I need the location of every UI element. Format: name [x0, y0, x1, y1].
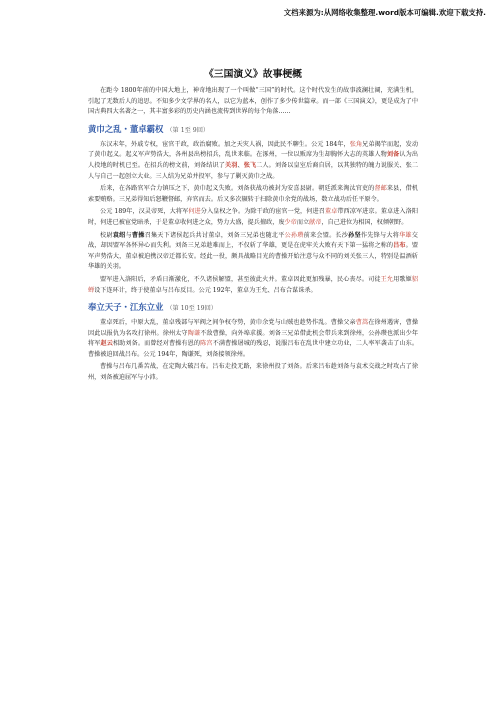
- text-run: 交战，却因盟军各怀异心而失利。刘备三兄弟趁难而上，不仅斩了华雄，更是在虎牢关大败有天下第一猛将之称的: [88, 231, 418, 250]
- name-highlight: 督邮: [374, 185, 387, 193]
- text-run: 不敌曹操，向外埠求援。刘备三兄弟借此机会带兵来到徐州，公孙瓒也派出少年将军: [88, 329, 418, 348]
- section-body-1: [88, 140, 418, 296]
- text-run: 曹操与吕布几番苦战，在定陶大破吕布。吕布走投无路，来徐州投了刘备。后来吕布趁刘备与袁术交战之时攻占了徐州，刘备被迫屈军与小沛。: [88, 363, 418, 382]
- intro-paragraph: 在距今 1800年前的中国大地上，神奇地出现了一个叫做“三国”的时代。这个时代发生的故事波澜壮阔，充满生机，引起了无数后人的追思。不知多少文学界的名人，以它为蓝本，创作了多少传世篇章。而一部《三国演义》，更是成为了中国古典四大名著之一，其丰富多彩的历史内涵也流传到世界的每个角落……: [88, 87, 418, 116]
- section-title: 黄巾之乱・董卓霸权: [88, 123, 164, 134]
- name-highlight: 曹操: [131, 231, 145, 239]
- chapter-range: （第 1至 9回）: [166, 126, 210, 134]
- text-run: 来县，借机索要贿赂。三兄弟得知后怒鞭督邮，弃官而去。后又多次辗转于扫除黄巾余党的战场，数立战功后任平原令。: [88, 185, 418, 203]
- name-highlight: 献帝: [309, 218, 322, 226]
- document-page: [88, 66, 418, 384]
- paragraph: [88, 318, 418, 360]
- text-run: 与: [125, 231, 132, 239]
- text-run: 公元 189年，汉灵帝死，大将军: [100, 208, 189, 216]
- text-run: 分入皇权之争。为除干政的宦官一党，何进召: [200, 208, 325, 216]
- text-run: 二人。刘备以皇室后裔自居，以其独特的魄力说服关、张二人与自己一起创立大业。三人结为兄弟并投军，参与了剿灭黄巾之战。: [88, 161, 418, 180]
- text-run: 、: [237, 161, 244, 169]
- name-highlight: 张飞: [243, 161, 257, 169]
- name-highlight: 陶谦: [187, 329, 201, 337]
- name-highlight: 曹嵩: [355, 319, 369, 327]
- text-run: 盟军进入洛阳后，矛盾日渐激化，不久诸侯解盟，甚至彼此火并。董卓因此更加残暴，民心丧尽。司徒: [100, 275, 381, 283]
- paragraph: [88, 207, 418, 228]
- section-title: 奉立天子・江东立业: [88, 302, 164, 313]
- text-run: 前来会盟。长沙: [303, 231, 349, 239]
- text-run: 带西凉军进京。董卓进入洛阳时，何进已被宦党暗杀，于是董卓收何进之众，势力大盛，提兵擅政，废: [88, 208, 418, 226]
- text-run: 认为出人投地的时机已至。在招兵的榜文前，刘备结识了: [88, 151, 418, 169]
- text-run: 在徐州遇害，曹操因此以报仇为名攻打徐州。徐州太守: [88, 319, 418, 337]
- text-run: 设下连环计，终于使董卓与吕布反目。公元 192年，董卓为王允、吕布合谋诛杀。: [94, 286, 317, 294]
- name-highlight: 袁绍: [112, 231, 126, 239]
- name-highlight: 貂蝉: [88, 275, 418, 294]
- name-highlight: 张角: [349, 140, 363, 148]
- section-heading-2: [88, 301, 418, 315]
- name-highlight: 刘备: [386, 151, 400, 159]
- name-highlight: 少帝: [284, 218, 297, 226]
- text-run: 校尉: [100, 231, 113, 239]
- text-run: 东汉末年，外戚专权，宦官干政，政治腐败。加之天灾人祸，因此民不聊生。公元 184年，: [100, 140, 350, 148]
- paragraph: [88, 231, 418, 273]
- name-highlight: 吕布: [393, 242, 406, 250]
- source-watermark: 文档来源为:从网络收集整理.word版本可编辑.欢迎下载支持.: [283, 8, 486, 17]
- paragraph: [88, 362, 418, 383]
- text-run: ，自己进位为相国，权倾朝野。: [321, 218, 408, 226]
- paragraph: [88, 275, 418, 296]
- text-run: 召集天下诸侯起兵共讨董卓，刘备三兄弟也随北平: [144, 231, 285, 239]
- chapter-range: （第 10至 19回）: [166, 305, 217, 313]
- name-highlight: 华雄: [399, 231, 412, 239]
- document-title: 《三国演义》故事梗概: [204, 69, 302, 80]
- paragraph: [88, 184, 418, 205]
- text-run: 。盟军声势浩大，董卓被迫携汉帝迁都长安。经此一役，颇具战略目光的曹操开始注意与众不同的刘关张三人，特别是温酒斩华雄的关羽。: [88, 242, 418, 271]
- name-highlight: 何进: [188, 208, 201, 216]
- text-run: 后来，在各路官军合力镇压之下，黄巾起义失败。刘备获战功被封为安喜县尉。朝廷派来淘汰官吏的: [100, 185, 375, 193]
- text-run: 相助刘备。而曾经对曹操有恩的: [112, 340, 201, 348]
- paragraph: [88, 140, 418, 182]
- name-highlight: 公孙瓒: [284, 231, 304, 239]
- text-run: 董卓死后，中原大乱，董卓残部与军阀之间争权夺势，黄巾余党与山贼也趁势作乱。曹操父亲: [100, 319, 356, 327]
- section-heading-1: [88, 123, 418, 137]
- text-run: 用歌姬: [393, 275, 412, 283]
- name-highlight: 孙坚: [348, 231, 361, 239]
- name-highlight: 关羽: [225, 161, 238, 169]
- name-highlight: 王允: [380, 275, 394, 283]
- name-highlight: 陈宫: [200, 340, 213, 348]
- text-run: 不满曹操屠城的残忍，说服吕布在乱世中建立功业，二人率军袭击了山东。曹操被迫回战吕布。公元 194年，陶谦死，刘备接领徐州。: [88, 340, 418, 358]
- text-run: 而立: [296, 218, 310, 226]
- text-run: 兄弟揭竿而起，发动了黄巾起义。起义军声势浩大，各州县出榜招兵，乱世来临。在涿州，一位以贩席为生却胸怀大志的英雄人物: [88, 140, 418, 159]
- section-body-2: [88, 318, 418, 384]
- name-highlight: 赵云: [100, 340, 113, 348]
- name-highlight: 董卓: [324, 208, 338, 216]
- text-run: 作先锋与大将: [360, 231, 400, 239]
